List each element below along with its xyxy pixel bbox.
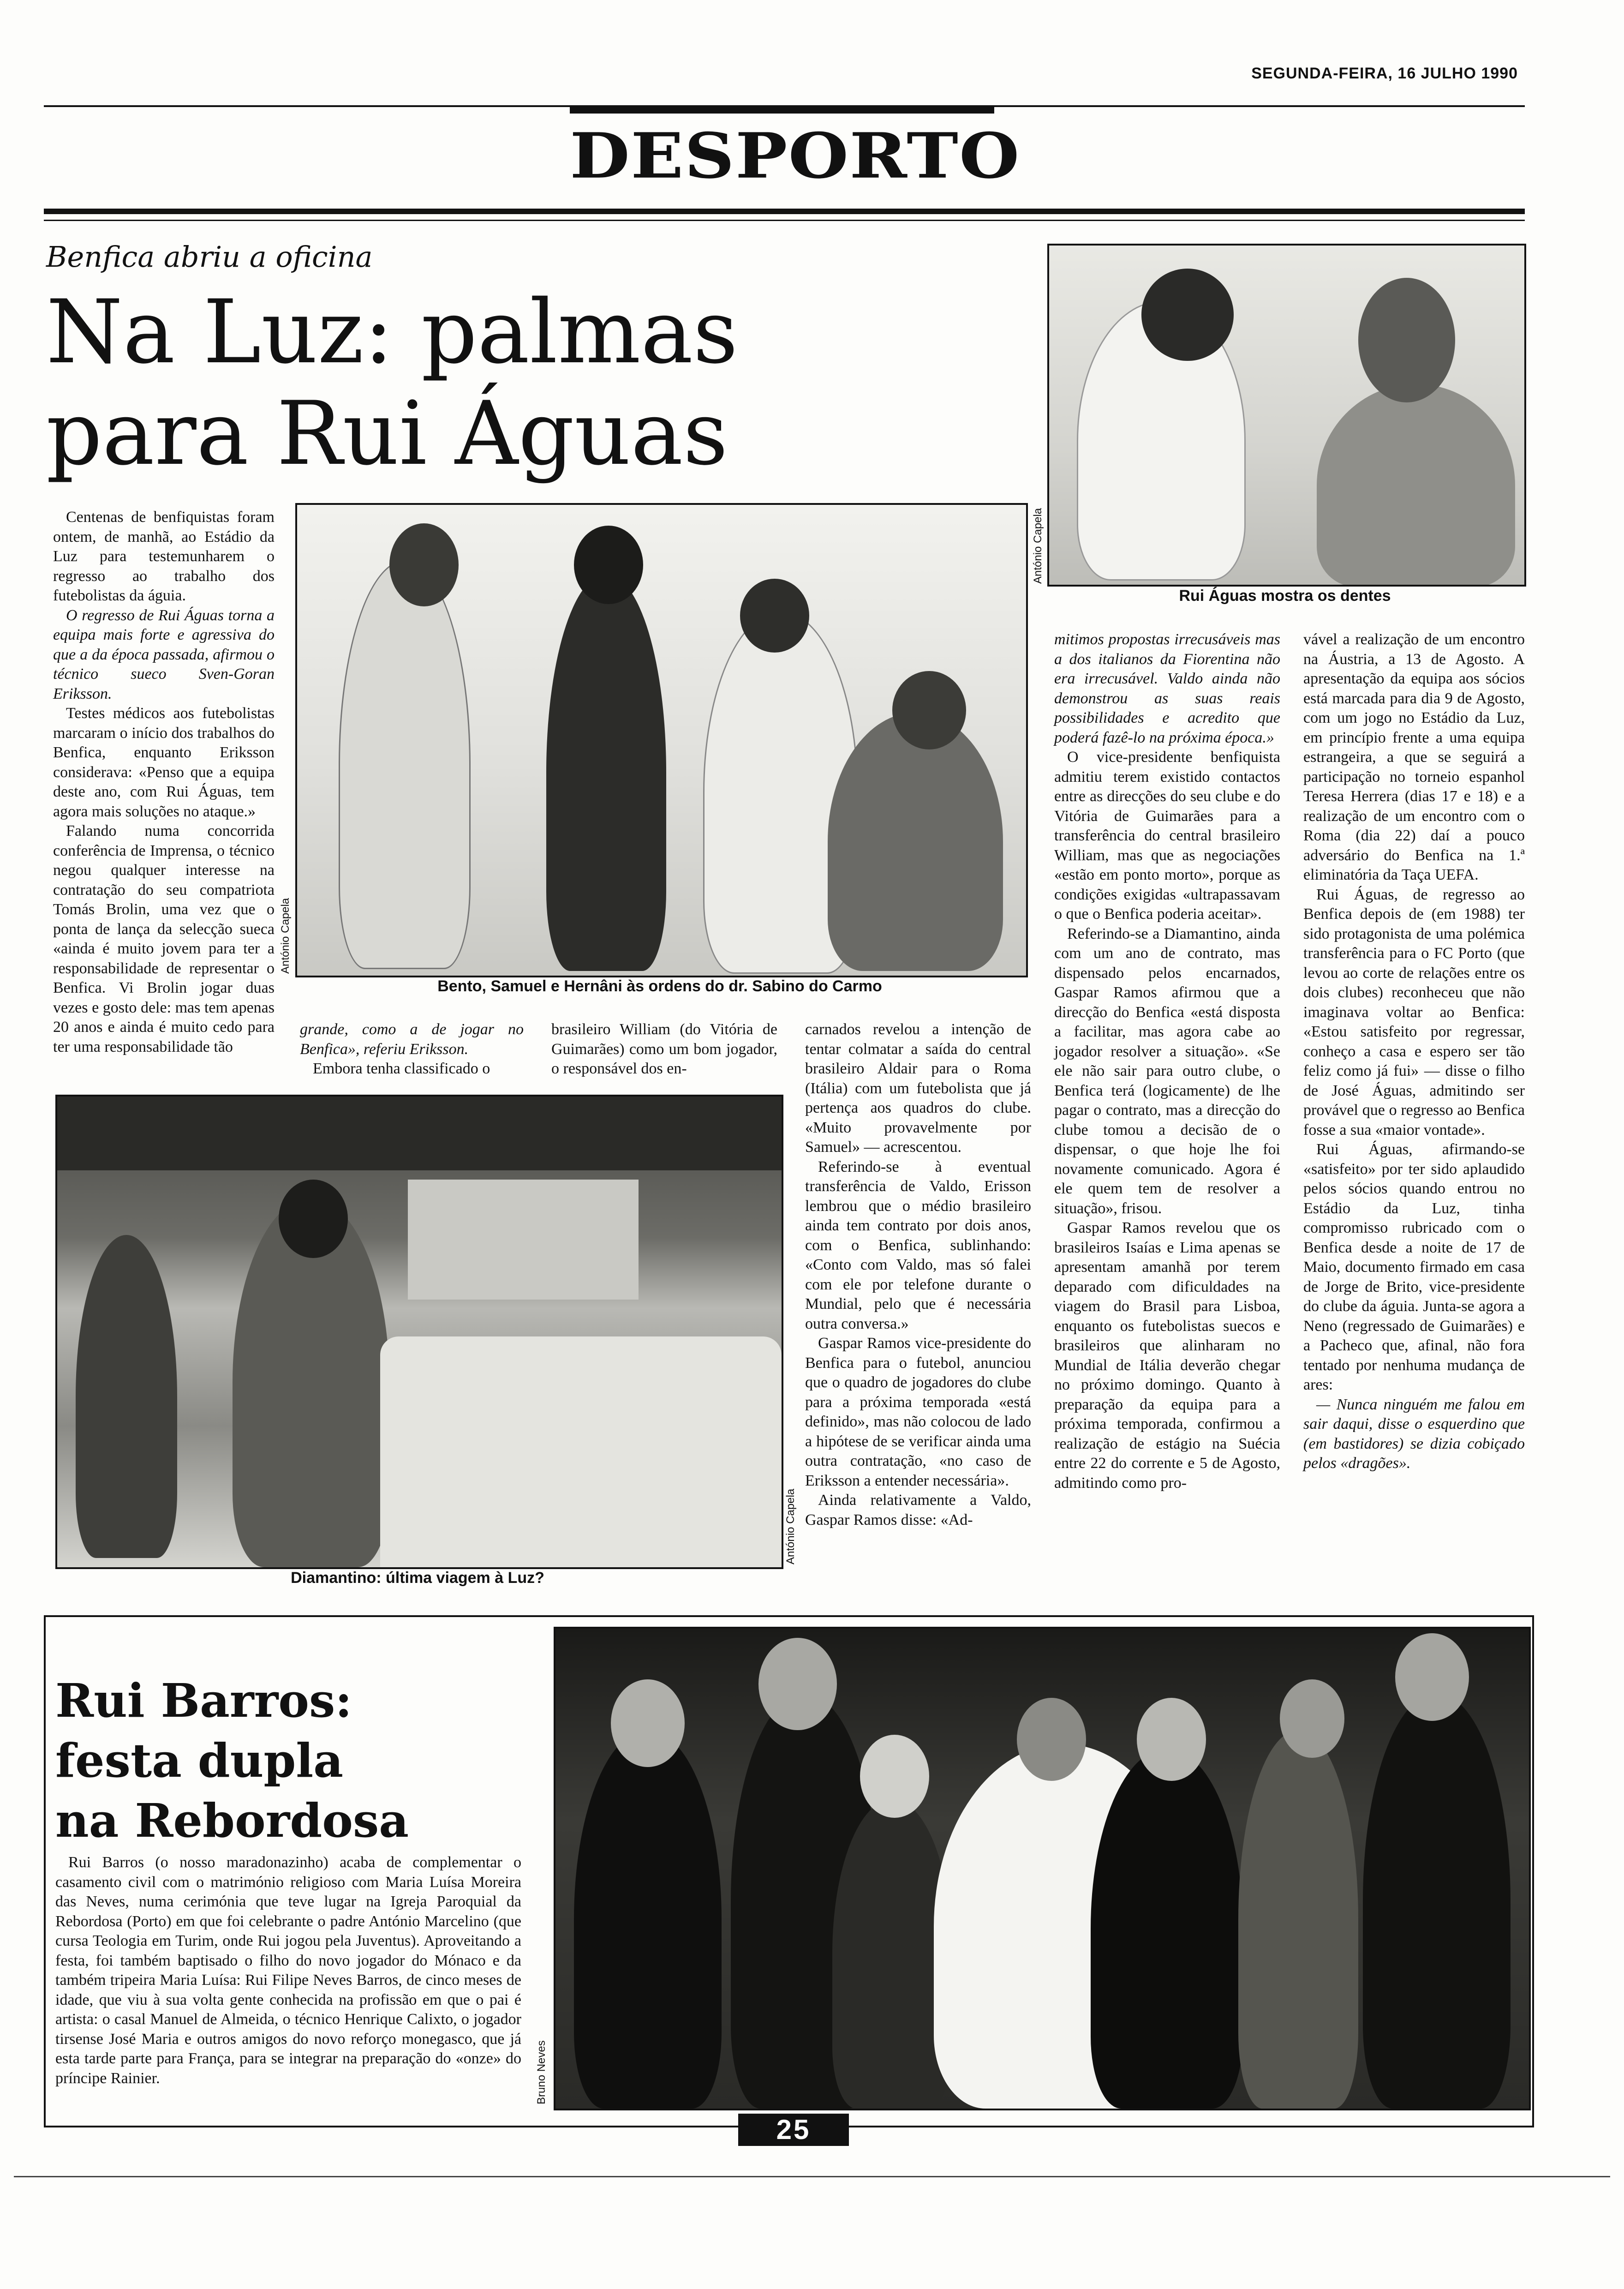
- paragraph: Falando numa concorrida conferência de Imprensa, o técnico negou qualquer interesse na contratação do seu compatriota Tomás Brolin, uma vez que o ponta de lança da selecção sueca «ainda é muito jovem para ter a responsabilidade de representar o Benfica. Vi Brolin jogar duas vezes e gosto dele: mas tem apenas 20 anos e ainda é muito cedo para ter uma responsabilidade tão: [53, 822, 275, 1055]
- photo-credit-team: António Capela: [279, 898, 292, 974]
- paragraph: Referindo-se à eventual transferência de Valdo, Erisson lembrou que o médio brasileiro ainda tem contrato por dois anos, com o Benfica, sublinhando: «Conto com Valdo, mas só falei com ele por telefone durante o Mundial, pelo que é necessária outra conversa.»: [805, 1158, 1031, 1332]
- article-column-5: [1054, 630, 1280, 1493]
- article-headline-line1: Na Luz: palmas: [46, 281, 738, 383]
- paragraph: Rui Águas, afirmando-se «satisfeito» por ter sido aplaudido pelos sócios quando entrou no Estádio da Luz, tinha compromisso rubricado com o Benfica desde a noite de 17 de Maio, documento firmado em casa de Jorge de Brito, vice-presidente do clube da águia. Junta-se agora a Neno (regressado de Guimarães) e a Pacheco que, afinal, não fora tentado por nenhuma mudança de ares:: [1303, 1141, 1525, 1393]
- photo-medical-tests: [295, 503, 1028, 977]
- section-title: DESPORTO: [570, 119, 1021, 193]
- paragraph: Testes médicos aos futebolistas marcaram o início dos trabalhos do Benfica, enquanto Eriksson considerava: «Penso que a equipa deste ano, com Rui Águas, tem agora mais soluções no ataque.»: [53, 705, 275, 820]
- header-rule-thick: [44, 209, 1525, 214]
- paragraph: Gaspar Ramos vice-presidente do Benfica para o futebol, anunciou que o quadro de jogadores do clube para a próxima temporada «está definido», mas não colocou de lado a hipótese de se verificar ainda uma outra contratação, «no caso de Eriksson a entender necessária».: [805, 1335, 1031, 1489]
- paragraph: brasileiro William (do Vitória de Guimarães) como um bom jogador, o responsável dos en-: [551, 1021, 777, 1077]
- paragraph: Embora tenha classificado o: [313, 1060, 490, 1077]
- photo-diamantino: [55, 1095, 783, 1569]
- photo-credit-wedding: Bruno Neves: [535, 2040, 548, 2104]
- header-rule-thin: [44, 220, 1525, 221]
- caption-dentist: Rui Águas mostra os dentes: [1179, 587, 1391, 605]
- paragraph: Rui Barros (o nosso maradonazinho) acaba de complementar o casamento civil com o matrimónio religioso com Maria Luísa Moreira das Neves, numa cerimónia que teve lugar na Igreja Paroquial da Rebordosa (Porto) em que foi celebrante o padre António Marcelino (que cursa Teologia em Turim, onde Rui jogou pela Juventus). Aproveitando a festa, foi também baptisado o filho do novo jogador do Mónaco e da também tripeira Maria Luísa: Rui Filipe Neves Barros, de cinco meses de idade, que viu à sua volta gente conhecida na profissão em que o pai é artista: o casal Manuel de Almeida, o técnico Henrique Calixto, o jogador tirsense José Maria e outros amigos do novo reforço monegasco, que já esta tarde parte para França, para se integrar na preparação do «onze» do príncipe Rainier.: [55, 1854, 521, 2087]
- paragraph: O regresso de Rui Águas torna a equipa mais forte e agressiva do que a da época passada, afirmou o técnico sueco Sven-Goran Eriksson.: [53, 606, 275, 702]
- paragraph: grande, como a de jogar no Benfica», referiu Eriksson.: [300, 1021, 524, 1058]
- second-headline-line1: Rui Barros:: [55, 1673, 352, 1728]
- photo-rui-aguas-dentist: [1047, 244, 1526, 587]
- article-headline-line2: para Rui Águas: [46, 383, 728, 485]
- article-column-1: [53, 508, 275, 1057]
- paragraph: vável a realização de um encontro na Áustria, a 13 de Agosto. A apresentação da equipa aos sócios está marcada para dia 9 de Agosto, com um jogo no Estádio da Luz, em princípio frente a uma equipa estrangeira, a que se seguirá a participação no torneio espanhol Teresa Herrera (dias 17 e 18) e a realização de um encontro com o Roma (dia 22) daí a pouco adversário do Benfica na 1.ª eliminatória da Taça UEFA.: [1303, 631, 1525, 883]
- paragraph: Rui Águas, de regresso ao Benfica depois de (em 1988) ter sido protagonista de uma polémica transferência para o FC Porto (que levou ao corte de relações entre os dois clubes) reconheceu que não imaginava voltar ao Benfica: «Estou satisfeito por regressar, conheço a casa e espero ser tão feliz como já fui» — disse o filho de José Águas, admitindo ser provável que o regresso ao Benfica fosse a sua «maior vontade».: [1303, 886, 1525, 1139]
- page-number: [738, 2114, 849, 2146]
- paragraph: — Nunca ninguém me falou em sair daqui, disse o esquerdino que (em bastidores) se dizia cobiçado pelos «dragões».: [1303, 1396, 1525, 1472]
- paragraph: Ainda relativamente a Valdo, Gaspar Ramos disse: «Ad-: [805, 1492, 1031, 1528]
- paragraph: carnados revelou a intenção de tentar colmatar a saída do central brasileiro Aldair para o Roma (Itália) com um futebolista que já pertença aos quadros do clube. «Muito provavelmente por Samuel» — acrescentou.: [805, 1021, 1031, 1156]
- paragraph: O vice-presidente benfiquista admitiu terem existido contactos entre as direcções do seu clube e do Vitória de Guimarães para a transferência do central brasileiro William, mas que as negociações «estão em ponto morto», porque as condições exigidas «ultrapassavam o que o Benfica poderia aceitar».: [1054, 749, 1280, 923]
- paragraph: Gaspar Ramos revelou que os brasileiros Isaías e Lima apenas se apresentam amanhã por terem deparado com dificuldades na viagem do Brasil para Lisboa, enquanto os futebolistas suecos e brasileiros que alinharam no Mundial de Itália deverão chegar no próximo domingo. Quanto à preparação da equipa para a próxima temporada, confirmou a realização de estágio na Suécia entre 22 do corrente e 5 de Agosto, admitindo como pro-: [1054, 1219, 1280, 1492]
- paragraph: Referindo-se a Diamantino, ainda com um ano de contrato, mas dispensado pelos encarnados, Gaspar Ramos afirmou que a direcção do Benfica «está disposta a facilitar, mas agora cabe ao jogador resolver a situação». «Se ele não sair para outro clube, o Benfica terá (logicamente) de lhe pagar o contrato, mas a direcção do clube tomou a decisão de o dispensar, o que hoje lhe foi novamente comunicado. Agora é ele quem tem de resolver a situação», frisou.: [1054, 925, 1280, 1217]
- article-column-4: [805, 1020, 1031, 1530]
- issue-date: SEGUNDA-FEIRA, 16 JULHO 1990: [1251, 65, 1518, 82]
- caption-diamantino: Diamantino: última viagem à Luz?: [291, 1569, 544, 1587]
- article-column-2: [300, 1020, 524, 1079]
- photo-credit-diamantino: António Capela: [784, 1488, 797, 1564]
- photo-credit-dentist: António Capela: [1032, 508, 1044, 584]
- article-kicker: Benfica abriu a oficina: [46, 240, 373, 274]
- section-bar: [570, 107, 994, 114]
- second-headline-line2: festa dupla: [55, 1733, 344, 1788]
- article-column-3: [551, 1020, 777, 1079]
- second-headline-line3: na Rebordosa: [55, 1793, 409, 1848]
- footer-rule: [14, 2176, 1610, 2177]
- page-number-text: 25: [776, 2114, 811, 2145]
- photo-wedding: [554, 1627, 1531, 2110]
- second-article-body: [55, 1853, 521, 2088]
- article-column-6: [1303, 630, 1525, 1474]
- caption-team: Bento, Samuel e Hernâni às ordens do dr. Sabino do Carmo: [437, 977, 882, 995]
- paragraph: Centenas de benfiquistas foram ontem, de manhã, ao Estádio da Luz para testemunharem o regresso ao trabalho dos futebolistas da águia.: [53, 509, 275, 604]
- paragraph: mitimos propostas irrecusáveis mas a dos italianos da Fiorentina não era irrecusável. Valdo ainda não demonstrou as suas reais possibilidades e acredito que poderá fazê-lo na próxima época.»: [1054, 631, 1280, 746]
